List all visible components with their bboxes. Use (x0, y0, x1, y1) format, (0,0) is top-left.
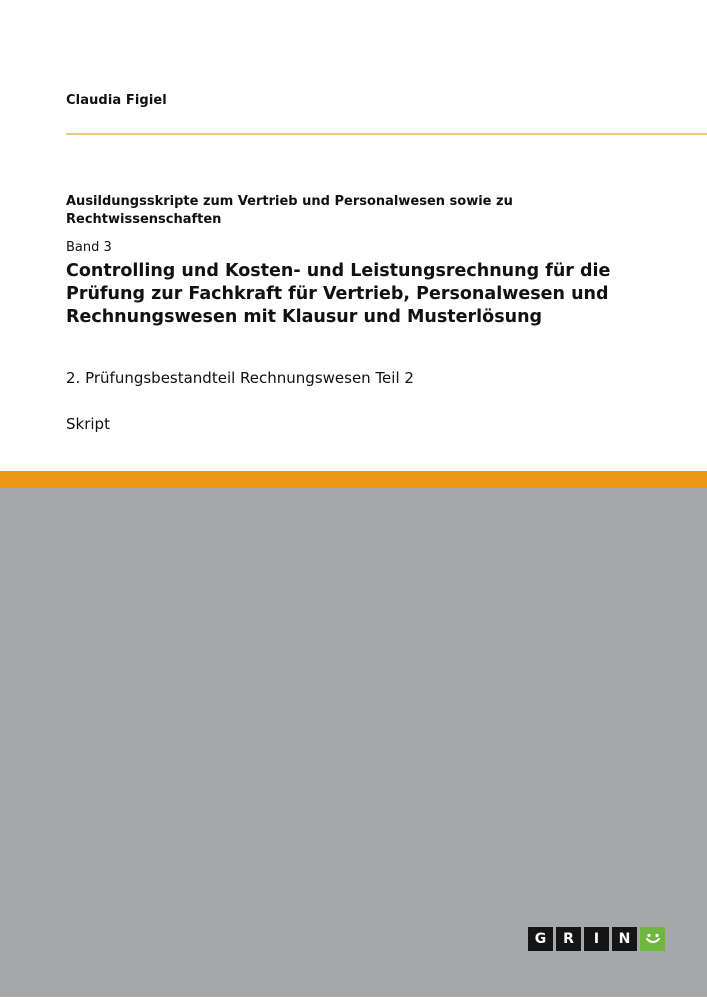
book-subtitle: 2. Prüfungsbestandteil Rechnungswesen Teil 2 (66, 369, 414, 387)
orange-band (0, 471, 707, 488)
author-name: Claudia Figiel (66, 93, 167, 108)
volume-number: Band 3 (66, 240, 112, 255)
logo-letter-g: G (528, 927, 553, 951)
cover-image-area (0, 488, 707, 997)
logo-letter-i: I (584, 927, 609, 951)
divider-rule (66, 133, 707, 135)
logo-letter-n: N (612, 927, 637, 951)
smile-icon (640, 927, 665, 951)
grin-logo (528, 927, 665, 951)
book-title: Controlling und Kosten- und Leistungsrechnung für die Prüfung zur Fachkraft für Vertrieb, Personalwesen und Rechnungswesen mit Klausur und Musterlösung (66, 261, 611, 327)
logo-letter-r: R (556, 927, 581, 951)
series-title: Ausildungsskripte zum Vertrieb und Personalwesen sowie zu Rechtwissenschaften (66, 194, 513, 227)
document-type: Skript (66, 415, 110, 433)
